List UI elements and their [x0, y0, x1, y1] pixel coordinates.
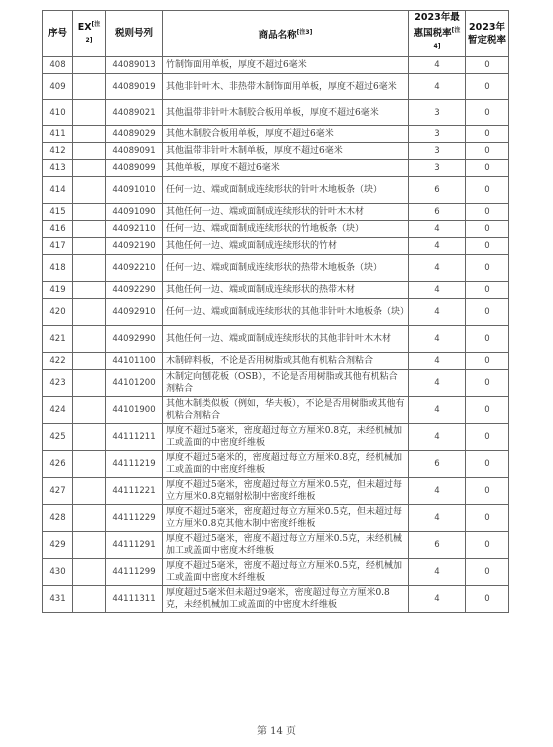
code-cell: 44101900 — [106, 397, 163, 424]
provisional-rate-cell: 0 — [466, 221, 509, 238]
ex-cell — [73, 397, 106, 424]
provisional-rate-cell: 0 — [466, 370, 509, 397]
provisional-rate-cell: 0 — [466, 255, 509, 282]
name-cell: 厚度不超过5毫米，密度不超过每立方厘米0.5克，未经机械加工或盖面中密度木纤维板 — [163, 532, 409, 559]
provisional-rate-cell: 0 — [466, 100, 509, 126]
table-row — [43, 424, 509, 451]
col-header-seq: 序号 — [43, 11, 73, 57]
ex-cell — [73, 299, 106, 326]
mfn-rate-cell: 6 — [409, 451, 466, 478]
col-header-code: 税则号列 — [106, 11, 163, 57]
seq-cell: 419 — [43, 282, 73, 299]
ex-cell — [73, 478, 106, 505]
provisional-rate-cell: 0 — [466, 57, 509, 74]
ex-cell — [73, 505, 106, 532]
code-cell: 44111211 — [106, 424, 163, 451]
code-cell: 44089019 — [106, 74, 163, 100]
name-cell: 其他单板，厚度不超过6毫米 — [163, 160, 409, 177]
mfn-rate-cell: 4 — [409, 424, 466, 451]
code-cell: 44089021 — [106, 100, 163, 126]
table-row — [43, 57, 509, 74]
col-header-name: 商品名称[注3] — [163, 11, 409, 57]
seq-cell: 421 — [43, 326, 73, 353]
col-header-mfn-rate: 2023年最惠国税率[注4] — [409, 11, 466, 57]
provisional-rate-cell: 0 — [466, 532, 509, 559]
provisional-rate-cell: 0 — [466, 424, 509, 451]
table-row — [43, 451, 509, 478]
mfn-rate-cell: 4 — [409, 353, 466, 370]
table-row — [43, 100, 509, 126]
ex-cell — [73, 532, 106, 559]
seq-cell: 409 — [43, 74, 73, 100]
code-cell: 44111221 — [106, 478, 163, 505]
code-cell: 44111299 — [106, 559, 163, 586]
seq-cell: 426 — [43, 451, 73, 478]
table-row — [43, 282, 509, 299]
table-body — [43, 57, 509, 613]
code-cell: 44089013 — [106, 57, 163, 74]
ex-cell — [73, 221, 106, 238]
ex-cell — [73, 255, 106, 282]
seq-cell: 430 — [43, 559, 73, 586]
table-row — [43, 397, 509, 424]
provisional-rate-cell: 0 — [466, 74, 509, 100]
code-cell: 44111291 — [106, 532, 163, 559]
provisional-rate-cell: 0 — [466, 353, 509, 370]
name-cell: 任何一边、端或面制成连续形状的其他非针叶木地板条（块） — [163, 299, 409, 326]
ex-cell — [73, 326, 106, 353]
seq-cell: 423 — [43, 370, 73, 397]
seq-cell: 411 — [43, 126, 73, 143]
code-cell: 44091090 — [106, 204, 163, 221]
code-cell: 44111229 — [106, 505, 163, 532]
name-cell: 任何一边、端或面制成连续形状的竹地板条（块） — [163, 221, 409, 238]
name-cell: 厚度不超过5毫米，密度超过每立方厘米0.5克，但未超过每立方厘米0.8克其他木制中密度纤维板 — [163, 505, 409, 532]
mfn-rate-cell: 3 — [409, 143, 466, 160]
seq-cell: 408 — [43, 57, 73, 74]
name-cell: 其他非针叶木、非热带木制饰面用单板，厚度不超过6毫米 — [163, 74, 409, 100]
mfn-rate-cell: 3 — [409, 100, 466, 126]
provisional-rate-cell: 0 — [466, 126, 509, 143]
seq-cell: 424 — [43, 397, 73, 424]
seq-cell: 416 — [43, 221, 73, 238]
seq-cell: 415 — [43, 204, 73, 221]
mfn-rate-cell: 4 — [409, 478, 466, 505]
table-row — [43, 326, 509, 353]
provisional-rate-cell: 0 — [466, 397, 509, 424]
provisional-rate-cell: 0 — [466, 238, 509, 255]
code-cell: 44089099 — [106, 160, 163, 177]
provisional-rate-cell: 0 — [466, 326, 509, 353]
provisional-rate-cell: 0 — [466, 505, 509, 532]
name-cell: 其他木制类似板（例如，华夫板），不论是否用树脂或其他有机粘合剂粘合 — [163, 397, 409, 424]
code-cell: 44092190 — [106, 238, 163, 255]
seq-cell: 420 — [43, 299, 73, 326]
code-cell: 44092990 — [106, 326, 163, 353]
seq-cell: 425 — [43, 424, 73, 451]
ex-cell — [73, 57, 106, 74]
ex-cell — [73, 370, 106, 397]
code-cell: 44092290 — [106, 282, 163, 299]
code-cell: 44092910 — [106, 299, 163, 326]
seq-cell: 413 — [43, 160, 73, 177]
seq-cell: 427 — [43, 478, 73, 505]
ex-cell — [73, 353, 106, 370]
seq-cell: 428 — [43, 505, 73, 532]
mfn-rate-cell: 4 — [409, 326, 466, 353]
mfn-rate-cell: 4 — [409, 505, 466, 532]
name-cell: 竹制饰面用单板，厚度不超过6毫米 — [163, 57, 409, 74]
mfn-rate-cell: 6 — [409, 532, 466, 559]
table-row — [43, 221, 509, 238]
ex-cell — [73, 126, 106, 143]
seq-cell: 414 — [43, 177, 73, 204]
provisional-rate-cell: 0 — [466, 143, 509, 160]
mfn-rate-cell: 3 — [409, 160, 466, 177]
name-cell: 其他任何一边、端或面制成连续形状的针叶木木材 — [163, 204, 409, 221]
table-row — [43, 255, 509, 282]
seq-cell: 422 — [43, 353, 73, 370]
name-cell: 任何一边、端或面制成连续形状的针叶木地板条（块） — [163, 177, 409, 204]
table-row — [43, 204, 509, 221]
table-row — [43, 238, 509, 255]
table-row — [43, 586, 509, 613]
mfn-rate-cell: 4 — [409, 57, 466, 74]
mfn-rate-cell: 4 — [409, 299, 466, 326]
name-cell: 其他温带非针叶木制单板，厚度不超过6毫米 — [163, 143, 409, 160]
mfn-rate-cell: 4 — [409, 370, 466, 397]
tariff-table — [42, 10, 509, 613]
name-cell: 厚度不超过5毫米，密度超过每立方厘米0.5克，但未超过每立方厘米0.8克辐射松制中密度纤维板 — [163, 478, 409, 505]
ex-cell — [73, 559, 106, 586]
ex-cell — [73, 451, 106, 478]
code-cell: 44101100 — [106, 353, 163, 370]
ex-cell — [73, 100, 106, 126]
ex-cell — [73, 177, 106, 204]
page-number: 第 14 页 — [256, 726, 297, 737]
seq-cell: 417 — [43, 238, 73, 255]
seq-cell: 412 — [43, 143, 73, 160]
mfn-rate-cell: 6 — [409, 204, 466, 221]
code-cell: 44089091 — [106, 143, 163, 160]
provisional-rate-cell: 0 — [466, 282, 509, 299]
ex-cell — [73, 282, 106, 299]
name-cell: 厚度不超过5毫米，密度不超过每立方厘米0.5克，经机械加工或盖面中密度木纤维板 — [163, 559, 409, 586]
mfn-rate-cell: 4 — [409, 255, 466, 282]
code-cell: 44111311 — [106, 586, 163, 613]
col-header-provisional-rate: 2023年暂定税率 — [466, 11, 509, 57]
ex-cell — [73, 74, 106, 100]
provisional-rate-cell: 0 — [466, 559, 509, 586]
col-header-ex: EX[注2] — [73, 11, 106, 57]
mfn-rate-cell: 4 — [409, 559, 466, 586]
provisional-rate-cell: 0 — [466, 299, 509, 326]
name-cell: 任何一边、端或面制成连续形状的热带木地板条（块） — [163, 255, 409, 282]
code-cell: 44111219 — [106, 451, 163, 478]
name-cell: 厚度不超过5毫米，密度超过每立方厘米0.8克，未经机械加工或盖面的中密度纤维板 — [163, 424, 409, 451]
ex-cell — [73, 204, 106, 221]
mfn-rate-cell: 3 — [409, 126, 466, 143]
name-cell: 厚度超过5毫米但未超过9毫米，密度超过每立方厘米0.8克，未经机械加工或盖面的中密度木纤维板 — [163, 586, 409, 613]
name-cell: 其他任何一边、端或面制成连续形状的热带木材 — [163, 282, 409, 299]
provisional-rate-cell: 0 — [466, 586, 509, 613]
table-row — [43, 143, 509, 160]
seq-cell: 431 — [43, 586, 73, 613]
provisional-rate-cell: 0 — [466, 177, 509, 204]
ex-cell — [73, 143, 106, 160]
seq-cell: 410 — [43, 100, 73, 126]
code-cell: 44091010 — [106, 177, 163, 204]
table-row — [43, 559, 509, 586]
table-row — [43, 126, 509, 143]
mfn-rate-cell: 4 — [409, 238, 466, 255]
table-row — [43, 370, 509, 397]
provisional-rate-cell: 0 — [466, 451, 509, 478]
name-cell: 木制定向刨花板（OSB），不论是否用树脂或其他有机粘合剂粘合 — [163, 370, 409, 397]
seq-cell: 418 — [43, 255, 73, 282]
code-cell: 44092110 — [106, 221, 163, 238]
ex-cell — [73, 586, 106, 613]
table-row — [43, 160, 509, 177]
table-row — [43, 177, 509, 204]
provisional-rate-cell: 0 — [466, 204, 509, 221]
ex-cell — [73, 160, 106, 177]
table-row — [43, 353, 509, 370]
mfn-rate-cell: 4 — [409, 74, 466, 100]
provisional-rate-cell: 0 — [466, 160, 509, 177]
name-cell: 木制碎料板，不论是否用树脂或其他有机粘合剂粘合 — [163, 353, 409, 370]
table-row — [43, 505, 509, 532]
table-row — [43, 299, 509, 326]
code-cell: 44089029 — [106, 126, 163, 143]
mfn-rate-cell: 4 — [409, 397, 466, 424]
provisional-rate-cell: 0 — [466, 478, 509, 505]
name-cell: 厚度不超过5毫米的，密度超过每立方厘米0.8克，经机械加工或盖面的中密度纤维板 — [163, 451, 409, 478]
mfn-rate-cell: 4 — [409, 282, 466, 299]
ex-cell — [73, 424, 106, 451]
mfn-rate-cell: 4 — [409, 586, 466, 613]
seq-cell: 429 — [43, 532, 73, 559]
name-cell: 其他任何一边、端或面制成连续形状的竹材 — [163, 238, 409, 255]
mfn-rate-cell: 4 — [409, 221, 466, 238]
table-header-row — [43, 11, 509, 57]
mfn-rate-cell: 6 — [409, 177, 466, 204]
table-row — [43, 478, 509, 505]
ex-cell — [73, 238, 106, 255]
code-cell: 44101200 — [106, 370, 163, 397]
name-cell: 其他温带非针叶木制胶合板用单板，厚度不超过6毫米 — [163, 100, 409, 126]
name-cell: 其他木制胶合板用单板，厚度不超过6毫米 — [163, 126, 409, 143]
name-cell: 其他任何一边、端或面制成连续形状的其他非针叶木木材 — [163, 326, 409, 353]
table-row — [43, 74, 509, 100]
table-row — [43, 532, 509, 559]
code-cell: 44092210 — [106, 255, 163, 282]
